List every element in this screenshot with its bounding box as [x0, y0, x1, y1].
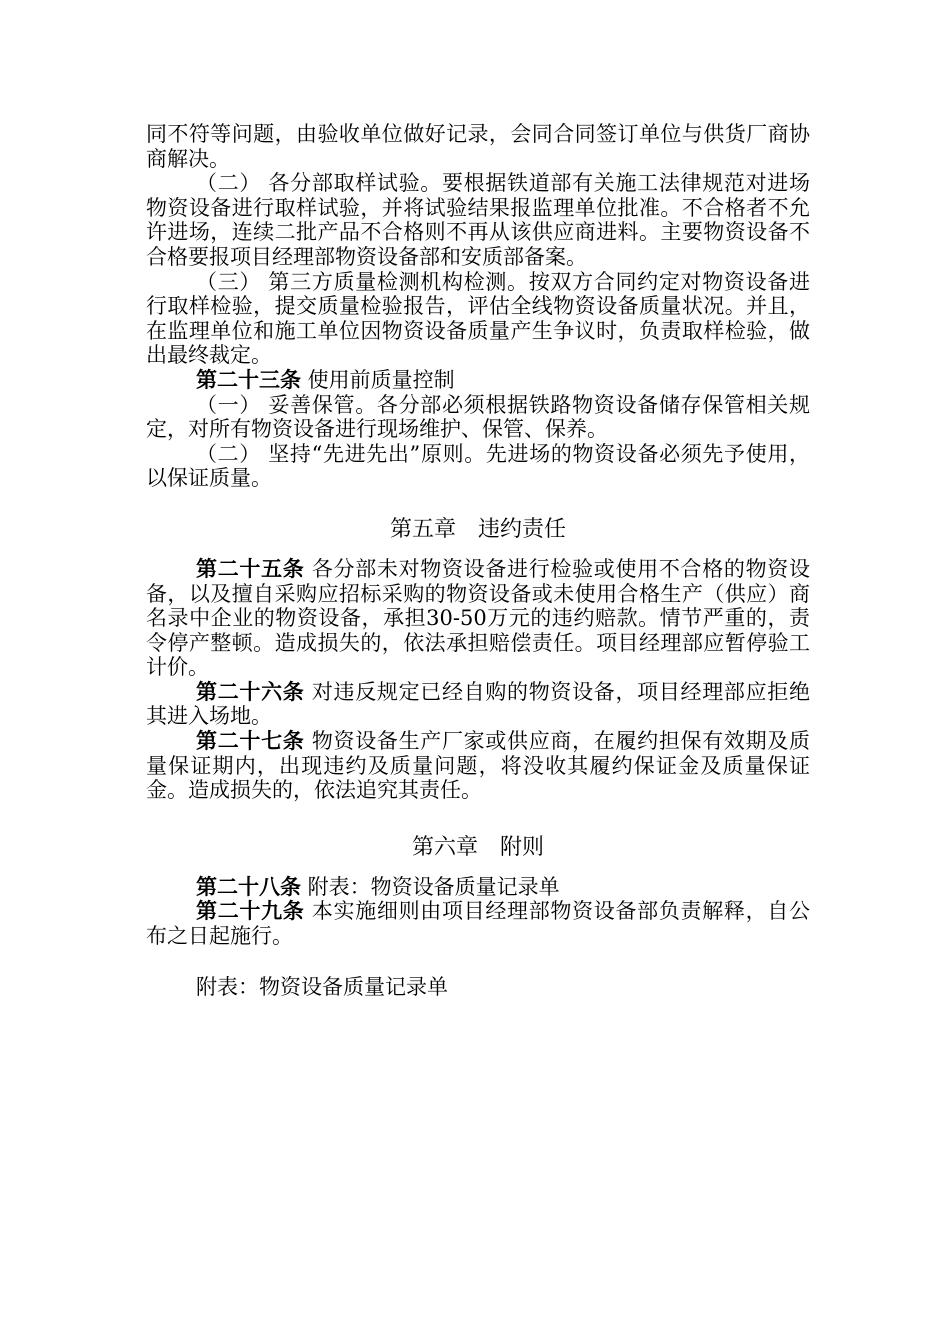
chapter-heading: 第六章 附则 [411, 834, 544, 860]
article-number: 第二十三条 [196, 366, 301, 392]
article-number: 第二十六条 [196, 678, 305, 704]
article-text: 各分部未对物资设备进行检验或使用不合格的物资设备，以及擅自采购应招标采购的物资设备或未使用合格生产（供应）商名录中企业的物资设备，承担30-50万元的违约赔款。情节严重的，责令停产整顿。造成损失的，依法承担赔偿责任。项目经理部应暂停验工计价。 [146, 556, 810, 680]
paragraph: （二） 各分部取样试验。要根据铁道部有关施工法律规范对进场物资设备进行取样试验，并将试验结果报监理单位批准。不合格者不允许进场，连续二批产品不合格则不再从该供应商进料。主要物资设备不合格要报项目经理部物资设备部和安质部备案。 [146, 171, 810, 269]
article-number: 第二十八条 [196, 873, 301, 899]
document-body [146, 122, 810, 999]
paragraph: 同不符等问题，由验收单位做好记录，会同合同签订单位与供货厂商协商解决。 [146, 122, 810, 171]
paragraph: （二） 坚持“先进先出”原则。先进场的物资设备必须先予使用，以保证质量。 [146, 441, 810, 491]
article-text: 附表：物资设备质量记录单 [301, 874, 560, 899]
paragraph: （一） 妥善保管。各分部必须根据铁路物资设备储存保管相关规定，对所有物资设备进行现场维护、保管、保养。 [146, 392, 810, 442]
article-paragraph [146, 680, 810, 729]
article-paragraph [146, 899, 810, 948]
appendix-note: 附表：物资设备质量记录单 [196, 974, 448, 999]
chapter-heading: 第五章 违约责任 [389, 516, 566, 542]
article-paragraph [146, 729, 810, 803]
article-text: 物资设备生产厂家或供应商，在履约担保有效期及质量保证期内，出现违约及质量问题，将没收其履约保证金及质量保证金。造成损失的，依法追究其责任。 [146, 729, 810, 803]
article-number: 第二十五条 [196, 555, 305, 581]
article-paragraph [146, 368, 810, 393]
article-number: 第二十七条 [196, 728, 305, 754]
article-text: 使用前质量控制 [301, 367, 455, 392]
article-paragraph [146, 875, 810, 900]
paragraph: （三） 第三方质量检测机构检测。按双方合同约定对物资设备进行取样检验，提交质量检验报告，评估全线物资设备质量状况。并且，在监理单位和施工单位因物资设备质量产生争议时，负责取样检验，做出最终裁定。 [146, 269, 810, 368]
article-number: 第二十九条 [196, 898, 305, 924]
spacer [146, 949, 810, 975]
spacer [146, 803, 810, 834]
article-text: 本实施细则由项目经理部物资设备部负责解释，自公布之日起施行。 [146, 899, 810, 949]
spacer [146, 491, 810, 516]
article-paragraph [146, 557, 810, 680]
article-text: 对违反规定已经自购的物资设备，项目经理部应拒绝其进入场地。 [146, 679, 810, 729]
